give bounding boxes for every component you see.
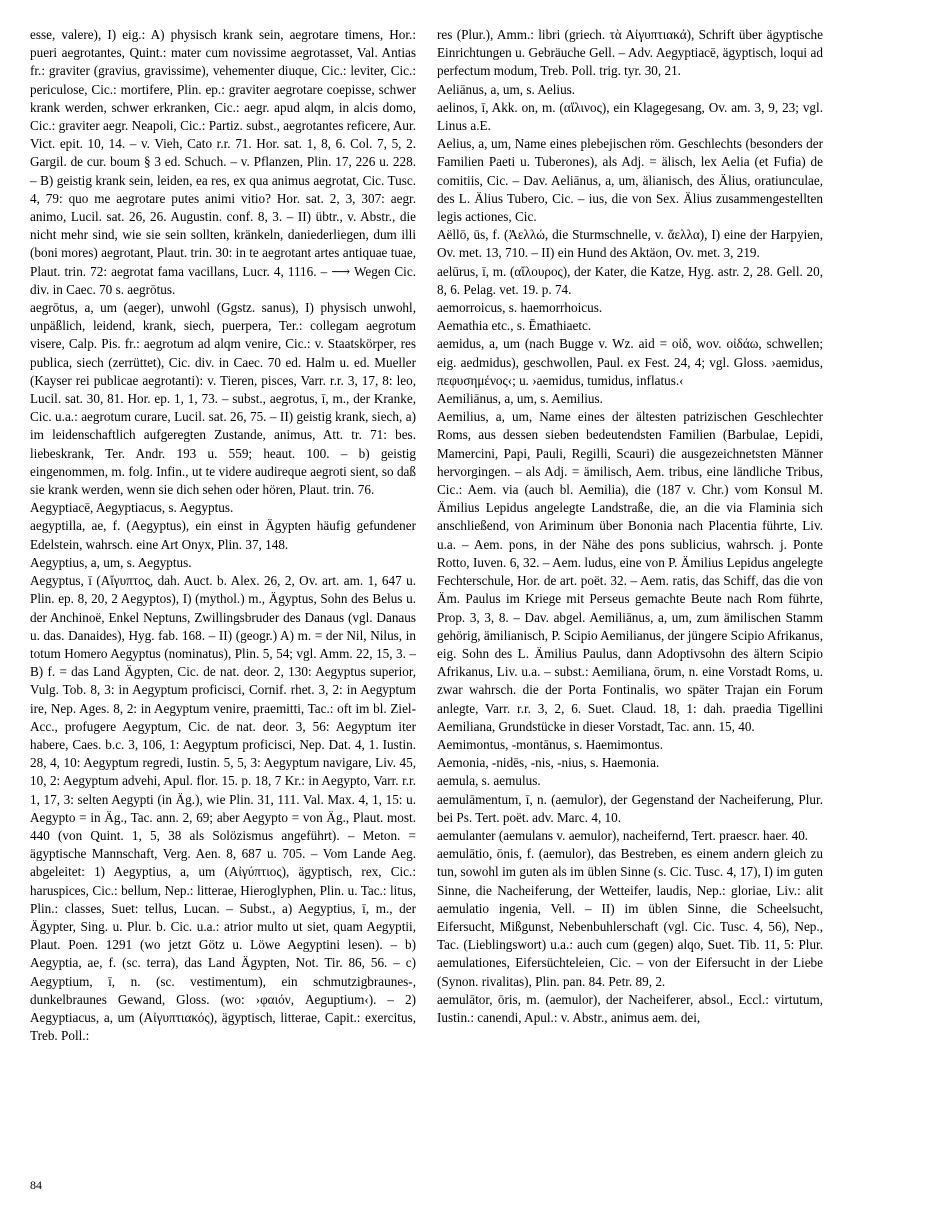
- entry-aelianus: Aeliānus, a, um, s. Aelius.: [437, 81, 576, 97]
- entry-aegyptiace: Aegyptiacē, Aegyptiacus, s. Aegyptus.: [30, 500, 234, 516]
- entry-aelius: Aelius, a, um, Name eines plebejischen röm. Geschlechts (besonders der Familien Paeti u. Tuberones), als Adj. = älisch, lex Aelia (et Fufia) de comitiis, Cic. – Dav. Aeliānus, a, um, älianisch, des Älius, oratiunculae, des L. Älius Tubero, Cic. – ius, die von Sex. Älius zusammengestellten legis actiones, Cic.: [437, 136, 823, 225]
- entry-aemulamentum: aemulāmentum, ī, n. (aemulor), der Gegenstand der Nacheiferung, Plur. bei Ps. Tert. poët. adv. Marc. 4, 10.: [437, 791, 823, 825]
- entry-aegyptilla: aegyptilla, ae, f. (Aegyptus), ein einst in Ägypten häufig gefundener Edelstein, wahrsch. eine Art Onyx, Plin. 37, 148.: [30, 518, 416, 552]
- entry-aemidus: aemidus, a, um (nach Bugge v. Wz. aid = οἰδ, wov. οἰδάω, schwellen; eig. aedmidus), geschwollen, Paul. ex Fest. 24, 4; vgl. Gloss. ›aemidus, πεφυσημένος‹; u. ›aemidus, tumidus, inflatus.‹: [437, 336, 823, 388]
- entry-aemulator: aemulātor, ōris, m. (aemulor), der Nacheiferer, absol., Eccl.: virtutum, Iustin.: canendi, Apul.: v. Abstr., animus aem. dei,: [437, 991, 823, 1025]
- entry-aemilius: Aemilius, a, um, Name eines der ältesten patrizischen Geschlechter Roms, aus dessen sieben bedeutendsten Familien (Barbulae, Lepidi, Mamercini, Papi, Pauli, Regilli, Scauri) die ausgezeichnetsten Männer hervorgingen. – als Adj. = ämilisch, Aem. tribus, eine ländliche Tribus, Cic.: Aem. via (auch bl. Aemilia), die (187 v. Chr.) vom Konsul M. Ämilius Lepidus angelegte Landstraße, die, an die via Flaminia sich anschließend, von Ariminum über Bononia nach Placentia führte, Liv. u.a. – Aem. pons, in der Nähe des pons sublicius, wahrsch. j. Ponte Rotto, Iuven. 6, 32. – Aem. ludus, eine von P. Ämilius Lepidus angelegte Fechterschule, Hor. de art. poët. 32. – Aem. ratis, das Schiff, das die von Äm. Paulus im Kriege mit Perseus gemachte Beute nach Rom führte, Prop. 3, 3, 8. – Dav. abgel. Aemiliānus, a, um, zum ämilischen Stamm gehörig, ämilianisch, P. Scipio Aemilianus, der jüngere Scipio Afrikanus, eig. Sohn des L. Ämilius Paulus, dann Adoptivsohn des ältern Scipio Afrikanus, Liv. u.a. – subst.: Aemiliana, ōrum, n. eine Vorstadt Roms, u. zwar wahrsch. die der Porta Fontinalis, wo später Trajan ein Forum anlegte, Varr. r.r. 3, 2, 6. Suet. Claud. 18, 1: dah. praedia Tigellini Aemiliana, Grundstücke in dieser Vorstadt, Tac. ann. 15, 40.: [437, 409, 823, 734]
- entry-aegrotus: aegrōtus, a, um (aeger), unwohl (Ggstz. sanus), I) physisch unwohl, unpäßlich, leidend, krank, siech, puerpera, Ter.: collegam aegrotum visere, Calp. Pis. fr.: aegrotum ad alqm venire, Cic.: v. Staatskörper, res publica, siech (zerrüttet), Cic. div. in Caec. 70 ed. Halm u. ed. Mueller (Kayser rei publicae aegrotanti): v. Tieren, pisces, Varr. r.r. 3, 17, 8: leo, Lucil. sat. 30, 81. Hor. ep. 1, 1, 73. – subst., aegrotus, ī, m., der Kranke, Cic. u.a.: aegrotum curare, Lucil. sat. 26, 75. – II) geistig krank, siech, a) im leidenschaftlich aufgeregten Zustande, animus, Att. tr. 71: bes. liebeskrank, Ter. Andr. 193 u. 559; heaut. 100. – b) geistig eingenommen, m. folg. Infin., ut te videre audireque aegroti sient, so daß sie krank werden, wenn sie dich sehen oder hören, Plaut. trin. 76.: [30, 300, 416, 498]
- entry-aemilianus: Aemiliānus, a, um, s. Aemilius.: [437, 391, 603, 407]
- entry-aegyptus-continued: res (Plur.), Amm.: libri (griech. τὰ Αἰγυπτιακά), Schrift über ägyptische Einrichtungen u. Gebräuche Gell. – Adv. Aegyptiacē, ägyptisch, loqui ad perfectum modum, Treb. Poll. trig. tyr. 30, 21.: [437, 27, 823, 79]
- entry-aello: Aëllō, ūs, f. (Ἀελλώ, die Sturmschnelle, v. ἄελλα), I) eine der Harpyien, Ov. met. 13, 710. – II) ein Hund des Aktäon, Ov. met. 3, 219.: [437, 227, 823, 261]
- entry-aelurus: aelūrus, ī, m. (αἴλουρος), der Kater, die Katze, Hyg. astr. 2, 28. Gell. 20, 8, 6. Pelag. vet. 19. p. 74.: [437, 263, 823, 297]
- left-column: [30, 26, 416, 1045]
- page-number: 84: [30, 1178, 42, 1192]
- entry-aemonia: Aemonia, -nidēs, -nis, -nius, s. Haemonia.: [437, 755, 660, 771]
- entry-aemathia: Aemathia etc., s. Ēmathiaetc.: [437, 318, 592, 334]
- entry-aemulanter: aemulanter (aemulans v. aemulor), nacheifernd, Tert. praescr. haer. 40.: [437, 827, 809, 843]
- entry-aegyptius: Aegyptius, a, um, s. Aegyptus.: [30, 554, 192, 570]
- right-column: [437, 26, 823, 1027]
- entry-aelinos: aelinos, ī, Akk. on, m. (αἴλινος), ein Klagegesang, Ov. am. 3, 9, 23; vgl. Linus a.E.: [437, 99, 823, 134]
- entry-aemorroicus: aemorroicus, s. haemorrhoicus.: [437, 300, 603, 316]
- entry-aegroto-continued: esse, valere), I) eig.: A) physisch krank sein, aegrotare timens, Hor.: pueri aegrotantes, Quint.: mater cum novissime aegrotasset, Val. Antias fr.: graviter (gravius, gravissime), vehementer diuque, Cic.: leviter, Cic.: periculose, Cic.: mortifere, Plin. ep.: graviter aegrotare coepisse, schwer krank werden, schwer erkranken, Cic.: aegr. apud alqm, in alcis domo, Cic.: graviter aegr. Neapoli, Cic.: Partiz. subst., aegrotantes reficere, Aur. Vict. epit. 10, 14. – v. Vieh, Cato r.r. 71. Hor. sat. 1, 8, 6. Col. 7, 5, 2. Gargil. de cur. boum § 3 ed. Schuch. – v. Pflanzen, Plin. 17, 226 u. 228. – B) geistig krank sein, leiden, ea res, ex qua animus aegrotat, Cic. Tusc. 4, 79: quo me aegrotare putes animi vitio? Hor. sat. 2, 3, 307: aegr. animo, Lucil. sat. 26, 26. Augustin. conf. 8, 3. – II) übtr., v. Abstr., die nicht mehr sind, wie sie sein sollten, kränkeln, daniederliegen, dum illi (boni mores) aegrotant, Plaut. trin. 30: in te aegrotant artes antiquae tuae, Plaut. trin. 72: aegrotat fama vacillans, Lucr. 4, 1116. – ⟶ Wegen Cic. div. in Caec. 70 s. aegrōtus.: [30, 27, 416, 297]
- entry-aemula: aemula, s. aemulus.: [437, 773, 541, 789]
- entry-aemulatio: aemulātio, ōnis, f. (aemulor), das Bestreben, es einem andern gleich zu tun, sowohl im guten als im üblen Sinne (s. Cic. Tusc. 4, 17), I) im guten Sinne, die Nacheiferung, der Wetteifer, laudis, Nep.: gloriae, Liv.: alit aemulatio ingenia, Vell. – II) im üblen Sinne, die Scheelsucht, Eifersucht, Mißgunst, Nebenbuhlerschaft (vgl. Cic. Tusc. 4, 56), Nep., Tac. (Lieblingswort) u.a.: auch cum (gegen) alqo, Suet. Tib. 11, 5: Plur. aemulationes, Eifersüchteleien, Cic. – von der Eifersucht in der Liebe (Synon. rivalitas), Plin. pan. 84. Petr. 89, 2.: [437, 846, 823, 989]
- entry-aemimontus: Aemimontus, -montānus, s. Haemimontus.: [437, 736, 664, 752]
- entry-aegyptus: Aegyptus, ī (Αἴγυπτος, dah. Auct. b. Alex. 26, 2, Ov. art. am. 1, 647 u. Plin. ep. 8, 20, 2 Aegyptos), I) (mythol.) m., Ägyptus, Sohn des Belus u. der Anchinoë, Enkel Neptuns, Zwillingsbruder des Danaus (vgl. Danaus u. das. Danaides), Hyg. fab. 168. – II) (geogr.) A) m. = der Nil, Nilus, in totum Homero Aegyptus (nominatus), Plin. 5, 54; vgl. Amm. 22, 15, 3. – B) f. = das Land Ägypten, Cic. de nat. deor. 2, 130: Aegyptus superior, Vulg. Tob. 8, 3: in Aegyptum proficisci, Cornif. rhet. 3, 2: in Aegyptum ire, Nep. Ages. 8, 2: in Aegyptum venire, praemitti, Tac.: oft im bl. Ziel-Acc., profugere Aegyptum, Cic. de nat. deor. 3, 56: Aegyptum iter habere, Caes. b.c. 3, 106, 1: Aegyptum proficisci, Nep. Dat. 4, 1. Iustin. 28, 4, 10: Aegyptum regredi, Iustin. 5, 5, 3: Aegyptum navigare, Liv. 45, 10, 2: Aegyptum advehi, Apul. flor. 15. p. 18, 7 Kr.: in Aegypto, Varr. r.r. 1, 17, 3: selten Aegypti (in Äg.), wie Plin. 31, 111. Val. Max. 4, 1, 15: u. Aegypto = in Äg., Tac. ann. 2, 69; aber Aegypto = von Äg., Plaut. most. 440 (von Quint. 1, 5, 38 als Solözismus angeführt). – Meton. = ägyptische Mannschaft, Verg. Aen. 8, 687 u. 705. – Vom Lande Aeg. abgeleitet: 1) Aegyptius, a, um (Αἰγύπτιος), ägyptisch, rex, Cic.: haruspices, Cic.: bellum, Nep.: litterae, Hieroglyphen, Plin. u. Tac.: litus, Plin.: classes, Suet: tellus, Lucan. – Subst., a) Aegyptius, ī, m., der Ägypter, Sing. u. Plur. b. Cic. u.a.: atrior multo ut siet, quam Aegyptii, Plaut. Poen. 1291 (wo jetzt Götz u. Löwe Aegyptini lesen). – b) Aegyptia, ae, f. (sc. terra), das Land Ägypten, Not. Tir. 86, 56. – c) Aegyptium, ī, n. (sc. vestimentum), ein schmutzigbraunes-, dunkelbraunes Gewand, Gloss. (wo: ›φαιόν, Aeguptium‹). – 2) Aegyptiacus, a, um (Αἰγυπτιακός), ägyptisch, litterae, Capit.: exercitus, Treb. Poll.:: [30, 573, 416, 1044]
